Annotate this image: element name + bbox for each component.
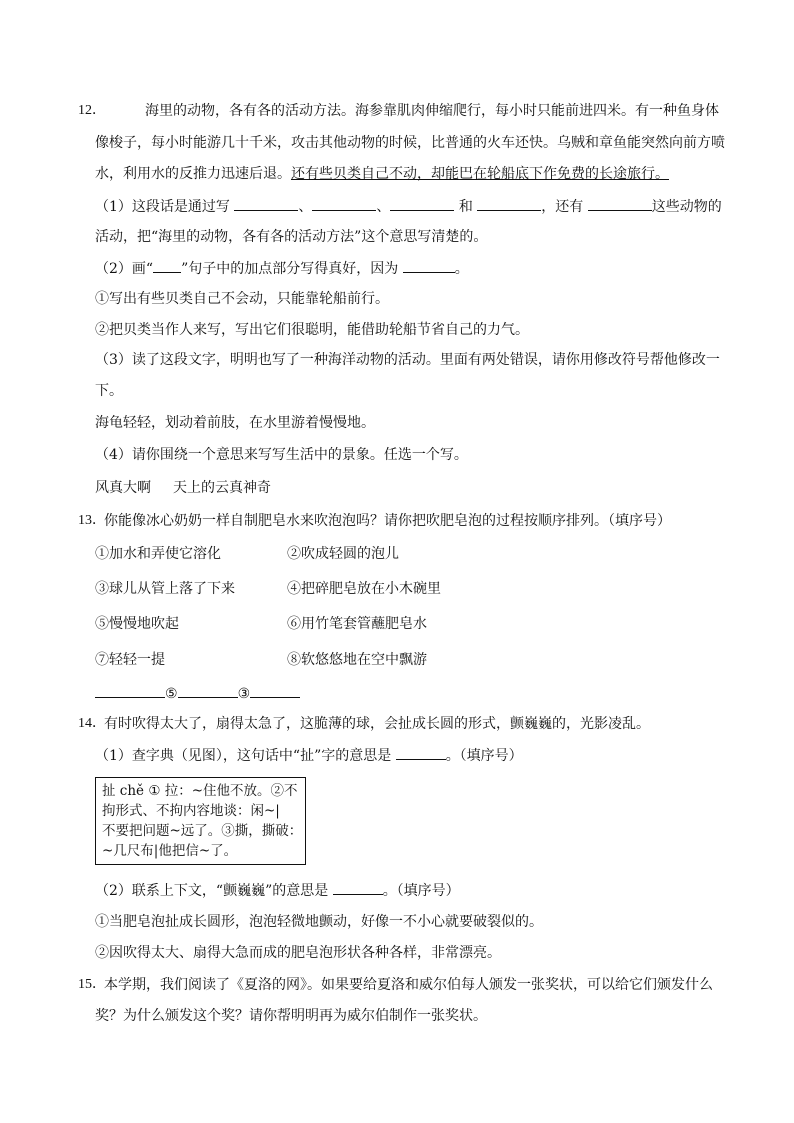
q12-passage-line3 — [95, 164, 669, 184]
given-answer: ③ — [237, 686, 251, 702]
dictionary-line: 不要把问题~远了。③撕，撕破： — [102, 823, 303, 839]
q13-item-1: ①加水和弄使它溶化 — [95, 546, 221, 562]
answer-blank[interactable] — [588, 196, 652, 211]
q12-sub1-line2: 活动，把“海里的动物，各有各的活动方法”这个意思写清楚的。 — [95, 229, 488, 245]
q13-answer-line — [95, 683, 300, 704]
dictionary-line: 扯 chě ① 拉：~住他不放。②不 — [102, 783, 298, 799]
given-answer: ⑤ — [165, 686, 178, 702]
q12-sub3-line1: （3）读了这段文字，明明也写了一种海洋动物的活动。里面有两处错误，请你用修改符号帮他修改一 — [95, 352, 720, 368]
q12-sub2-text: （2）画“ — [95, 261, 154, 277]
answer-blank[interactable] — [178, 683, 238, 698]
q12-sub3-sentence: 海龟轻轻，划动着前肢，在水里游着慢慢地。 — [95, 415, 375, 431]
q13-stem: 你能像冰心奶奶一样自制肥皂水来吹泡泡吗？请你把吹肥皂泡的过程按顺序排列。（填序号） — [104, 513, 671, 529]
q13-item-5: ⑤慢慢地吹起 — [95, 616, 179, 632]
q12-sub4-options — [95, 478, 271, 498]
dictionary-entry-box — [95, 777, 306, 865]
q14-sub1-text: 。（填序号） — [445, 748, 523, 764]
q12-sub2-text: ”句子中的加点部分写得真好，因为 — [181, 261, 399, 277]
topic-option: 风真大啊 — [95, 480, 151, 496]
q14-sub1-text: （1）查字典（见图），这句话中“扯”字的意思是 — [95, 748, 392, 764]
q14-sub2-text: 。（填序号） — [382, 883, 460, 899]
answer-blank[interactable] — [390, 196, 454, 211]
dictionary-line: 拘形式、不拘内容地谈：闲~| — [102, 803, 280, 819]
question-number: 12． — [78, 103, 106, 118]
q12-sub3-line2: 下。 — [95, 383, 123, 399]
q13-item-7: ⑦轻轻一提 — [95, 652, 165, 668]
q14-sub2-text: （2）联系上下文，“颤巍巍”的意思是 — [95, 883, 329, 899]
q14-option-1: ①当肥皂泡扯成长圆形，泡泡轻微地颤动，好像一不小心就要破裂似的。 — [95, 914, 543, 930]
answer-blank[interactable] — [95, 683, 165, 698]
answer-blank[interactable] — [403, 258, 455, 273]
question-number: 14． — [78, 716, 106, 731]
q15-line1: 本学期，我们阅读了《夏洛的网》。如果要给夏洛和威尔伯每人颁发一张奖状，可以给它们颁发什么 — [104, 977, 713, 993]
q14-option-2: ②因吹得太大、扇得大急而成的肥皂泡形状各种各样，非常漂亮。 — [95, 945, 501, 961]
q13-item-6: ⑥用竹笔套管蘸肥皂水 — [287, 616, 427, 632]
q12-passage-text: 水，利用水的反推力迅速后退。 — [95, 166, 291, 182]
q12-option-1: ①写出有些贝类自己不会动，只能靠轮船前行。 — [95, 291, 389, 307]
q14-sub1 — [95, 745, 523, 766]
separator: 、 — [376, 199, 391, 215]
q12-sub1 — [95, 196, 722, 217]
answer-blank[interactable] — [153, 258, 181, 273]
answer-blank[interactable] — [234, 196, 298, 211]
q12-sub1-text: 这些动物的 — [651, 199, 722, 215]
answer-blank[interactable] — [477, 196, 541, 211]
q15-line2: 奖？为什么颁发这个奖？请你帮明明再为威尔伯制作一张奖状。 — [95, 1008, 487, 1024]
q12-underlined-sentence: 还有些贝类自己不动，却能巴在轮船底下作免费的长途旅行。 — [291, 166, 669, 182]
q13-item-2: ②吹成轻圆的泡儿 — [287, 546, 399, 562]
q12-sub2 — [95, 258, 469, 279]
separator: 、 — [298, 199, 313, 215]
q12-sub1-text: （1）这段话是通过写 — [95, 199, 230, 215]
q13-item-4: ④把碎肥皂放在小木碗里 — [287, 581, 441, 597]
answer-blank[interactable] — [333, 880, 383, 895]
question-number: 13． — [78, 513, 106, 528]
q12-passage-line1: 海里的动物，各有各的活动方法。海参靠肌肉伸缩爬行，每小时只能前进四米。有一种鱼身体 — [145, 103, 719, 119]
q14-stem: 有时吹得太大了，扇得太急了，这脆薄的球，会扯成长圆的形式，颤巍巍的，光影凌乱。 — [104, 716, 650, 732]
q12-passage-line2: 像梭子，每小时能游几十千米，攻击其他动物的时候，比普通的火车还快。乌贼和章鱼能突然向前方喷 — [95, 135, 725, 151]
answer-blank[interactable] — [312, 196, 376, 211]
q12-sub4: （4）请你围绕一个意思来写写生活中的景象。任选一个写。 — [95, 447, 468, 463]
conjunction-text: 和 — [458, 199, 473, 215]
q12-sub1-text: ，还有 — [541, 199, 584, 215]
dictionary-line: ~几尺布|他把信~了。 — [102, 843, 238, 859]
q12-option-2: ②把贝类当作人来写，写出它们很聪明，能借助轮船节省自己的力气。 — [95, 322, 529, 338]
topic-option: 天上的云真神奇 — [173, 480, 271, 496]
answer-blank[interactable] — [250, 683, 300, 698]
question-number: 15． — [78, 977, 106, 992]
q12-sub2-text: 。 — [454, 261, 469, 277]
q13-item-8: ⑧软悠悠地在空中飘游 — [287, 652, 427, 668]
q13-item-3: ③球儿从管上落了下来 — [95, 581, 235, 597]
q14-sub2 — [95, 880, 460, 901]
answer-blank[interactable] — [396, 745, 446, 760]
